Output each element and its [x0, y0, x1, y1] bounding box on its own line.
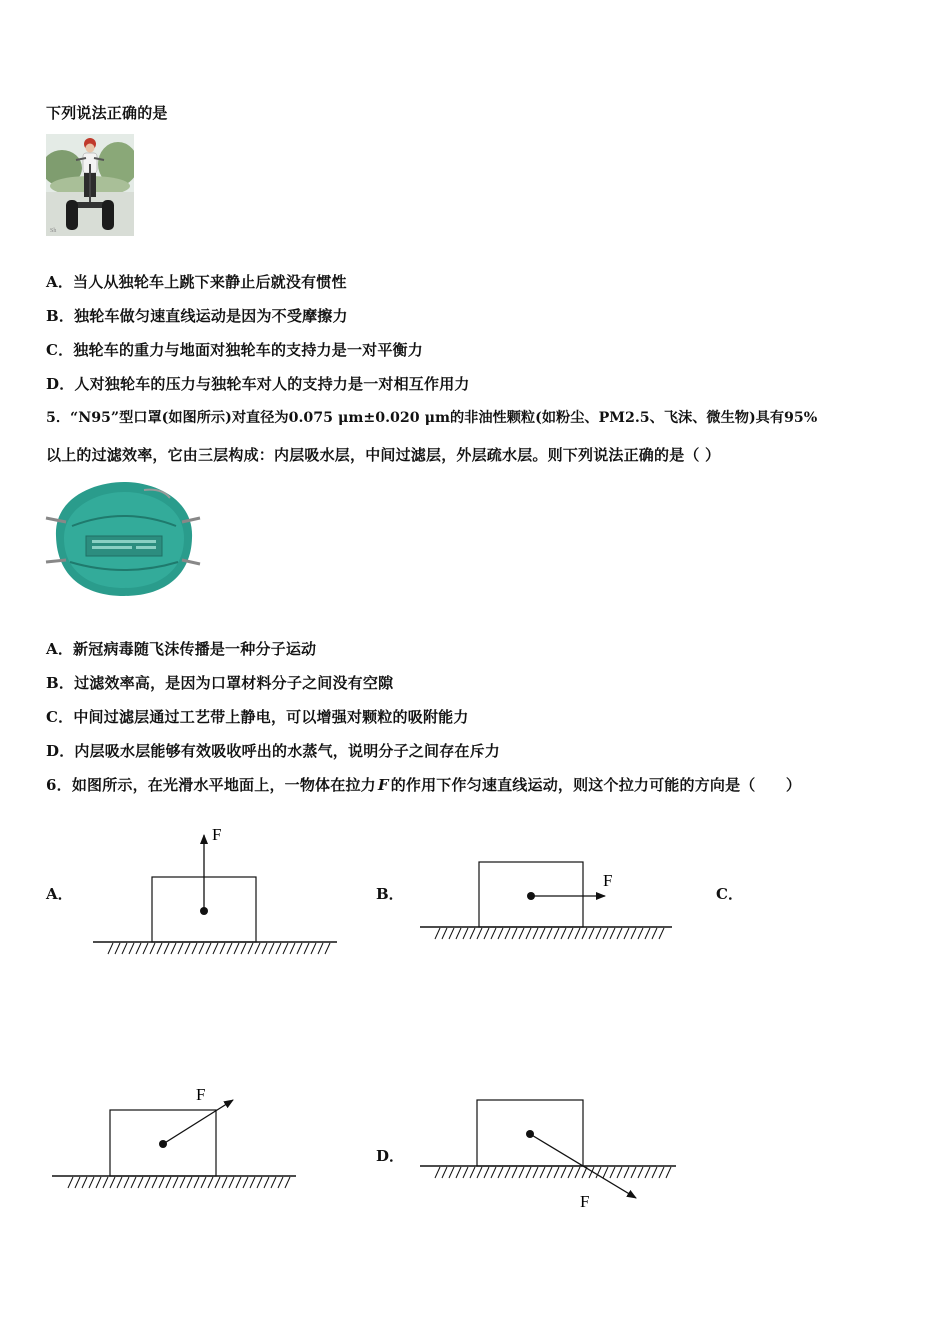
hatch-mark [631, 1167, 636, 1178]
hatch-mark [596, 928, 601, 939]
hatch-mark [208, 1177, 213, 1188]
hatch-mark [304, 943, 309, 954]
q4-option-b: B．独轮车做匀速直线运动是因为不受摩擦力 [46, 307, 348, 325]
hatch-mark [152, 1177, 157, 1188]
hatch-mark [617, 928, 622, 939]
q4-stem: 下列说法正确的是 [46, 104, 168, 122]
hatch-mark [103, 1177, 108, 1188]
hatch-mark [498, 928, 503, 939]
q6-label-d: D． [376, 1147, 405, 1165]
hatch-mark [624, 1167, 629, 1178]
hatch-mark [269, 943, 274, 954]
hatch-mark [491, 1167, 496, 1178]
hatch-mark [201, 1177, 206, 1188]
hatch-mark [108, 943, 113, 954]
hatch-mark [589, 928, 594, 939]
q5-option-c: C．中间过滤层通过工艺带上静电，可以增强对颗粒的吸附能力 [46, 708, 469, 726]
hatch-mark [241, 943, 246, 954]
force-label-d: F [580, 1192, 590, 1211]
hatch-mark [222, 1177, 227, 1188]
force-label-a: F [212, 825, 222, 844]
q4-option-c: C．独轮车的重力与地面对独轮车的支持力是一对平衡力 [46, 341, 423, 359]
hatch-mark [659, 928, 664, 939]
hatch-mark [166, 1177, 171, 1188]
hatch-mark [213, 943, 218, 954]
hatch-mark [540, 1167, 545, 1178]
hatch-mark [178, 943, 183, 954]
hatch-mark [659, 1167, 664, 1178]
hatch-mark [519, 928, 524, 939]
hatch-mark [68, 1177, 73, 1188]
hatch-mark [194, 1177, 199, 1188]
q5-option-b: B．过滤效率高，是因为口罩材料分子之间没有空隙 [46, 674, 394, 692]
hatch-mark [124, 1177, 129, 1188]
hatch-mark [645, 1167, 650, 1178]
hatch-mark [325, 943, 330, 954]
hatch-mark [498, 1167, 503, 1178]
hatch-mark [262, 943, 267, 954]
q6-stem-pre: 6．如图所示，在光滑水平地面上，一物体在拉力 [46, 776, 376, 794]
hatch-a [108, 943, 330, 954]
hatch-mark [435, 1167, 440, 1178]
hatch-mark [463, 928, 468, 939]
hatch-mark [122, 943, 127, 954]
hatch-mark [666, 1167, 671, 1178]
diagram-c [52, 1085, 296, 1188]
hatch-mark [297, 943, 302, 954]
hatch-mark [255, 943, 260, 954]
hatch-mark [227, 943, 232, 954]
hatch-mark [575, 1167, 580, 1178]
hatch-mark [115, 943, 120, 954]
hatch-mark [554, 928, 559, 939]
hatch-mark [456, 928, 461, 939]
hatch-mark [568, 928, 573, 939]
hatch-mark [533, 928, 538, 939]
q5-stem-line2: 以上的过滤效率，它由三层构成：内层吸水层，中间过滤层，外层疏水层。则下列说法正确的是（ ） [46, 446, 721, 464]
q4-option-a: A．当人从独轮车上跳下来静止后就没有惯性 [46, 273, 347, 291]
q4-option-d: D．人对独轮车的压力与独轮车对人的支持力是一对相互作用力 [46, 375, 470, 393]
svg-text:Sh: Sh [50, 228, 57, 234]
hatch-mark [477, 928, 482, 939]
hatch-mark [234, 943, 239, 954]
q5-option-a: A．新冠病毒随飞沫传播是一种分子运动 [46, 640, 317, 658]
hatch-mark [164, 943, 169, 954]
hatch-mark [229, 1177, 234, 1188]
hatch-mark [484, 1167, 489, 1178]
hatch-mark [283, 943, 288, 954]
hatch-mark [617, 1167, 622, 1178]
diagram-a [93, 825, 337, 954]
hatch-mark [568, 1167, 573, 1178]
q6-label-c: C． [716, 885, 743, 903]
hatch-mark [75, 1177, 80, 1188]
hatch-mark [470, 1167, 475, 1178]
hatch-mark [561, 928, 566, 939]
hatch-mark [582, 928, 587, 939]
hatch-mark [540, 928, 545, 939]
hatch-mark [505, 1167, 510, 1178]
hatch-mark [505, 928, 510, 939]
hatch-b [435, 928, 664, 939]
hatch-mark [652, 1167, 657, 1178]
hatch-mark [477, 1167, 482, 1178]
hatch-mark [512, 1167, 517, 1178]
hatch-mark [449, 1167, 454, 1178]
force-arrow-c [163, 1100, 233, 1144]
hatch-mark [575, 928, 580, 939]
hatch-mark [512, 928, 517, 939]
hatch-mark [185, 943, 190, 954]
hatch-mark [215, 1177, 220, 1188]
q5-option-d: D．内层吸水层能够有效吸收呼出的水蒸气，说明分子之间存在斥力 [46, 742, 501, 760]
hatch-mark [624, 928, 629, 939]
hatch-mark [192, 943, 197, 954]
hatch-mark [561, 1167, 566, 1178]
hatch-mark [248, 943, 253, 954]
hatch-mark [150, 943, 155, 954]
hatch-mark [138, 1177, 143, 1188]
q5-stem-line1: 5．“N95”型口罩(如图所示)对直径为0.075 μm±0.020 μm的非油性颗粒(如粉尘、PM2.5、飞沫、微生物)具有95% [46, 410, 818, 426]
hatch-mark [82, 1177, 87, 1188]
hatch-mark [435, 928, 440, 939]
hatch-mark [484, 928, 489, 939]
hatch-mark [554, 1167, 559, 1178]
hatch-mark [236, 1177, 241, 1188]
hatch-mark [264, 1177, 269, 1188]
hatch-mark [136, 943, 141, 954]
hatch-mark [243, 1177, 248, 1188]
diagram-b [420, 862, 672, 939]
hatch-mark [526, 928, 531, 939]
hatch-mark [206, 943, 211, 954]
force-label-c: F [196, 1085, 206, 1104]
q6-stem-post: 的作用下作匀速直线运动，则这个拉力可能的方向是（ ） [390, 776, 802, 794]
hatch-mark [547, 928, 552, 939]
hatch-mark [187, 1177, 192, 1188]
hatch-mark [638, 928, 643, 939]
hatch-c [68, 1177, 290, 1188]
hatch-mark [220, 943, 225, 954]
hatch-mark [117, 1177, 122, 1188]
hatch-mark [526, 1167, 531, 1178]
hatch-mark [311, 943, 316, 954]
hatch-mark [652, 928, 657, 939]
hatch-mark [603, 928, 608, 939]
hatch-mark [257, 1177, 262, 1188]
diagram-d [420, 1100, 676, 1211]
hatch-mark [470, 928, 475, 939]
hatch-mark [285, 1177, 290, 1188]
hatch-mark [610, 1167, 615, 1178]
hatch-mark [157, 943, 162, 954]
hatch-mark [159, 1177, 164, 1188]
hatch-mark [456, 1167, 461, 1178]
hatch-mark [271, 1177, 276, 1188]
hatch-mark [290, 943, 295, 954]
hatch-mark [250, 1177, 255, 1188]
q6-stem-var: F [377, 776, 389, 794]
q6-label-a: A． [46, 885, 73, 903]
hatch-mark [145, 1177, 150, 1188]
hatch-mark [442, 928, 447, 939]
hatch-mark [89, 1177, 94, 1188]
hatch-mark [143, 943, 148, 954]
force-label-b: F [603, 871, 613, 890]
hatch-mark [171, 943, 176, 954]
hatch-mark [631, 928, 636, 939]
hatch-mark [645, 928, 650, 939]
hatch-d [435, 1167, 671, 1178]
hatch-mark [318, 943, 323, 954]
hatch-mark [519, 1167, 524, 1178]
hatch-mark [278, 1177, 283, 1188]
hatch-mark [110, 1177, 115, 1188]
hatch-mark [129, 943, 134, 954]
hatch-mark [610, 928, 615, 939]
hatch-mark [547, 1167, 552, 1178]
hatch-mark [533, 1167, 538, 1178]
hatch-mark [173, 1177, 178, 1188]
hatch-mark [638, 1167, 643, 1178]
hatch-mark [442, 1167, 447, 1178]
hatch-mark [131, 1177, 136, 1188]
q6-label-b: B． [376, 885, 404, 903]
hatch-mark [180, 1177, 185, 1188]
hatch-mark [449, 928, 454, 939]
hatch-mark [276, 943, 281, 954]
hatch-mark [491, 928, 496, 939]
hatch-mark [463, 1167, 468, 1178]
hatch-mark [603, 1167, 608, 1178]
hatch-mark [199, 943, 204, 954]
hatch-mark [96, 1177, 101, 1188]
